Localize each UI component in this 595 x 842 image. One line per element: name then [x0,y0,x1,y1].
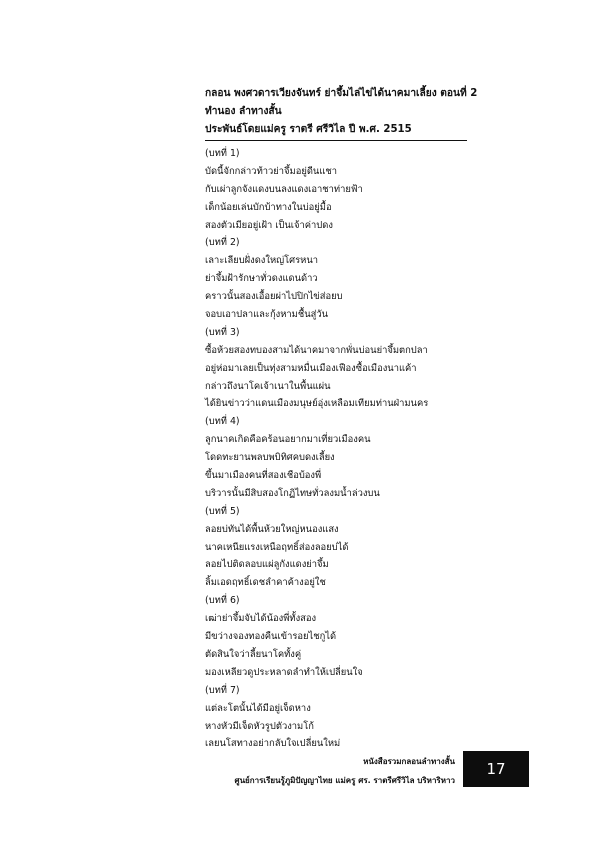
verse-line: ตัดสินใจว่าลี้ยนาโคทั้งคู่ [205,648,302,660]
stanza-label: (บทที่ 3) [205,326,240,338]
verse-line: หางหัวมีเจ็ดหัวรูปตัวงามโก้ [205,720,314,732]
verse-line: แต่ละโตนั้นได้มีอยู่เจ็ดหาง [205,702,311,714]
verse-line: กับเผ่าลูกจังแดงบนลงแดงเอาชาท่ายฟ้า [205,183,363,195]
stanza-label: (บทที่ 1) [205,148,240,159]
stanza-label: (บทที่ 5) [205,505,240,517]
verse-line: ขึ้นมาเมืองคนที่สองเชือบ้องพี่ [205,470,322,482]
verse-line: ลูกนาคเกิดคือคร้อนอยากมาเที่ยวเมืองคน [205,434,371,446]
verse-line: บัดนี้จักกล่าวท้าวย่าจึ้มอยู่ดีนแชา [205,165,337,177]
footer-book-title: หนังสือรวมกลอนลำทางสั้น [363,757,455,766]
verse-line: เฒ่าย่าจึ้มจับได้น้องพี่ทั้งสอง [205,613,317,625]
stanza-label: (บทที่ 7) [205,684,240,696]
verse-line: ลอยบ่ทันได้พื้นห้วยใหญ่หนองแสง [205,523,339,535]
verse-line: กล่าวถึงนาโคเจ้าเนาในพื้นแผ่น [205,380,331,392]
page-footer [235,752,456,790]
verse-line: คราวนั้นสองเอื้อยผ่าไปปิกไข่ส่อยบ [205,291,343,303]
footer-publisher: ศูนย์การเรียนรู้ภูมิปัญญาไทย แม่ครู ศร. ราตรีศรีวิไล บริหาริหาว [234,776,455,785]
verse-line: ลอยไปติดลอบแผ่ลูกังแดงย่าจึ้ม [205,559,329,571]
verse-line: ได้ยินข่าวว่าแดนเมืองมนุษย์อุ่งเหลือมเทียมท่านฝ่ามนคร [205,398,429,410]
verse-line: อยู่ห่อมาเลยเป็นทุ่งสามหมื่นเมืองเฟืองซื้อเมืองนาแค้า [205,362,417,374]
verse-line: โดดทะยานพลบพบิทิศคบดงเลี้ยง [205,452,335,464]
subtitle-line: ทำนอง ลำทางสั้น [205,106,282,117]
author-line: ประพันธ์โดยแม่ครู ราตรี ศรีวิไล ปี พ.ศ. 2515 [205,124,412,135]
verse-line: ย่าจึ้มฝ้ารักษาทั่วดงแดนด้าว [205,273,318,285]
page-number: 17 [486,760,506,778]
stanza-label: (บทที่ 6) [205,595,240,607]
title-line: กลอน พงศวดารเวียงจันทร์ ย่าจึ้มไล่ไข่ได้นาคมาเลี้ยง ตอนที่ 2 [205,88,478,99]
verse-line: เลาะเลียบฝั่งดงใหญ่โศรหนา [205,255,318,267]
page-number-box [463,751,529,787]
verse-line: สองตัวเมียอยู่เฝ้า เป็นเจ้าค่าปดง [205,219,333,231]
header-underline [205,140,467,141]
verse-line: ลิ้มเอดฤทธิ์เดชลำคาค้างอยู่ใช [205,577,326,589]
verse-line: มีขว่างจองทองคืนเข้ารอยไชกูได้ [205,631,337,643]
poem-body [205,145,525,753]
verse-line: นาคเหนียแรงเหนือฤทธิ์ส่องลอยบ่ได้ [205,541,349,553]
verse-line: มองเหลียวดูประหลาดลำทำให้เปลี่ยนใจ [205,666,363,678]
verse-line: เลยนโสทางอย่ากลับใจเปลี่ยนใหม่ [205,738,341,750]
verse-line: เด็กน้อยเล่นบักบ้าทางในบ่อยู่มื้อ [205,201,332,213]
stanza-label: (บทที่ 2) [205,237,240,249]
document-header [205,85,535,139]
verse-line: จอบเอาปลาและกุ้งหามชื้นสู่วัน [205,309,329,321]
stanza-label: (บทที่ 4) [205,416,240,428]
verse-line: ซื้อห้วยสองทบองสามได้นาคมาจากพั่นบ่อนย่าจึ้มตกปลา [205,344,428,356]
verse-line: บริวารนั้นมีสิบสองโกฏิไทษทั่วลงมน้ำล่วงบน [205,487,380,499]
